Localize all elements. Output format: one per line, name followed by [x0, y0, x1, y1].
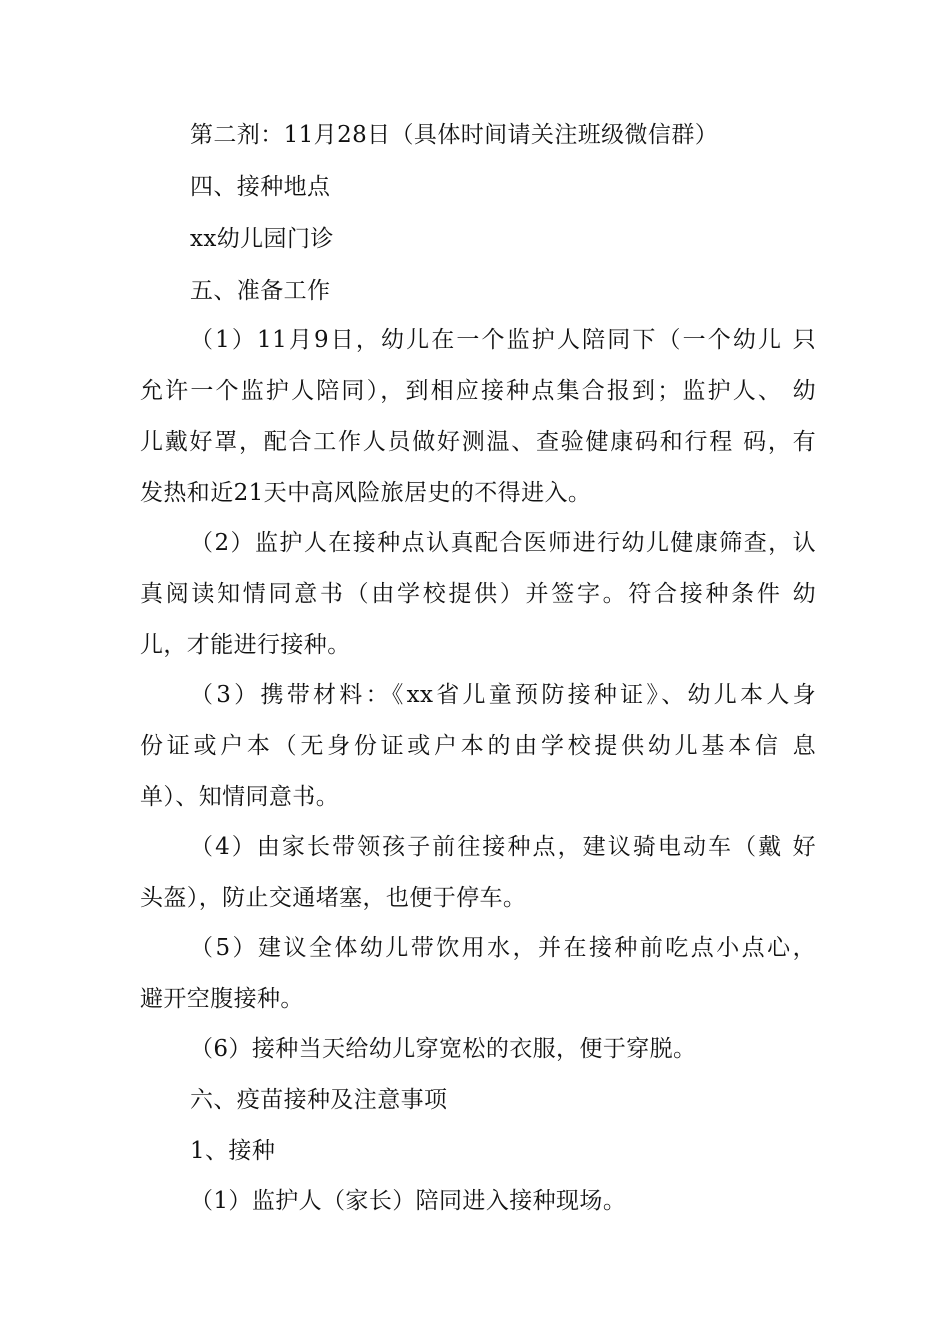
- subheading-vaccination: 1、接种: [190, 1138, 276, 1164]
- text-line-item1-d: 发热和近21天中高风险旅居史的不得进入。: [140, 480, 592, 506]
- text-line-notes-item1: （1）监护人（家长）陪同进入接种现场。: [190, 1188, 627, 1214]
- text-line-dose-two: 第二剂：11月28日（具体时间请关注班级微信群）: [190, 122, 719, 148]
- text-line-item4-b: 头盔），防止交通堵塞，也便于停车。: [140, 885, 527, 911]
- text-line-item1-a: （1）11月9日，幼儿在一个监护人陪同下（一个幼儿 只: [190, 327, 816, 353]
- heading-preparation: 五、准备工作: [190, 278, 331, 304]
- heading-vaccination-site: 四、接种地点: [190, 174, 331, 200]
- text-line-item1-c: 儿戴好罩，配合工作人员做好测温、查验健康码和行程 码，有: [140, 429, 816, 455]
- heading-vaccination-notes: 六、疫苗接种及注意事项: [190, 1087, 448, 1113]
- text-line-item5-a: （5）建议全体幼儿带饮用水，并在接种前吃点小点心，: [190, 935, 816, 961]
- text-line-item3-a: （3）携带材料：《xx省儿童预防接种证》、幼儿本人身: [190, 682, 816, 708]
- text-line-item5-b: 避开空腹接种。: [140, 986, 304, 1012]
- text-line-item6: （6）接种当天给幼儿穿宽松的衣服，便于穿脱。: [190, 1036, 697, 1062]
- text-line-item2-c: 儿，才能进行接种。: [140, 632, 351, 658]
- text-line-item3-b: 份证或户本（无身份证或户本的由学校提供幼儿基本信 息: [140, 733, 816, 759]
- text-line-item2-b: 真阅读知情同意书（由学校提供）并签字。符合接种条件 幼: [140, 581, 816, 607]
- text-line-item3-c: 单）、知情同意书。: [140, 784, 340, 810]
- text-line-item2-a: （2）监护人在接种点认真配合医师进行幼儿健康筛查，认: [190, 530, 816, 556]
- text-line-site-name: xx幼儿园门诊: [190, 226, 334, 252]
- text-line-item4-a: （4）由家长带领孩子前往接种点，建议骑电动车（戴 好: [190, 834, 816, 860]
- text-line-item1-b: 允许一个监护人陪同），到相应接种点集合报到；监护人、 幼: [140, 378, 816, 404]
